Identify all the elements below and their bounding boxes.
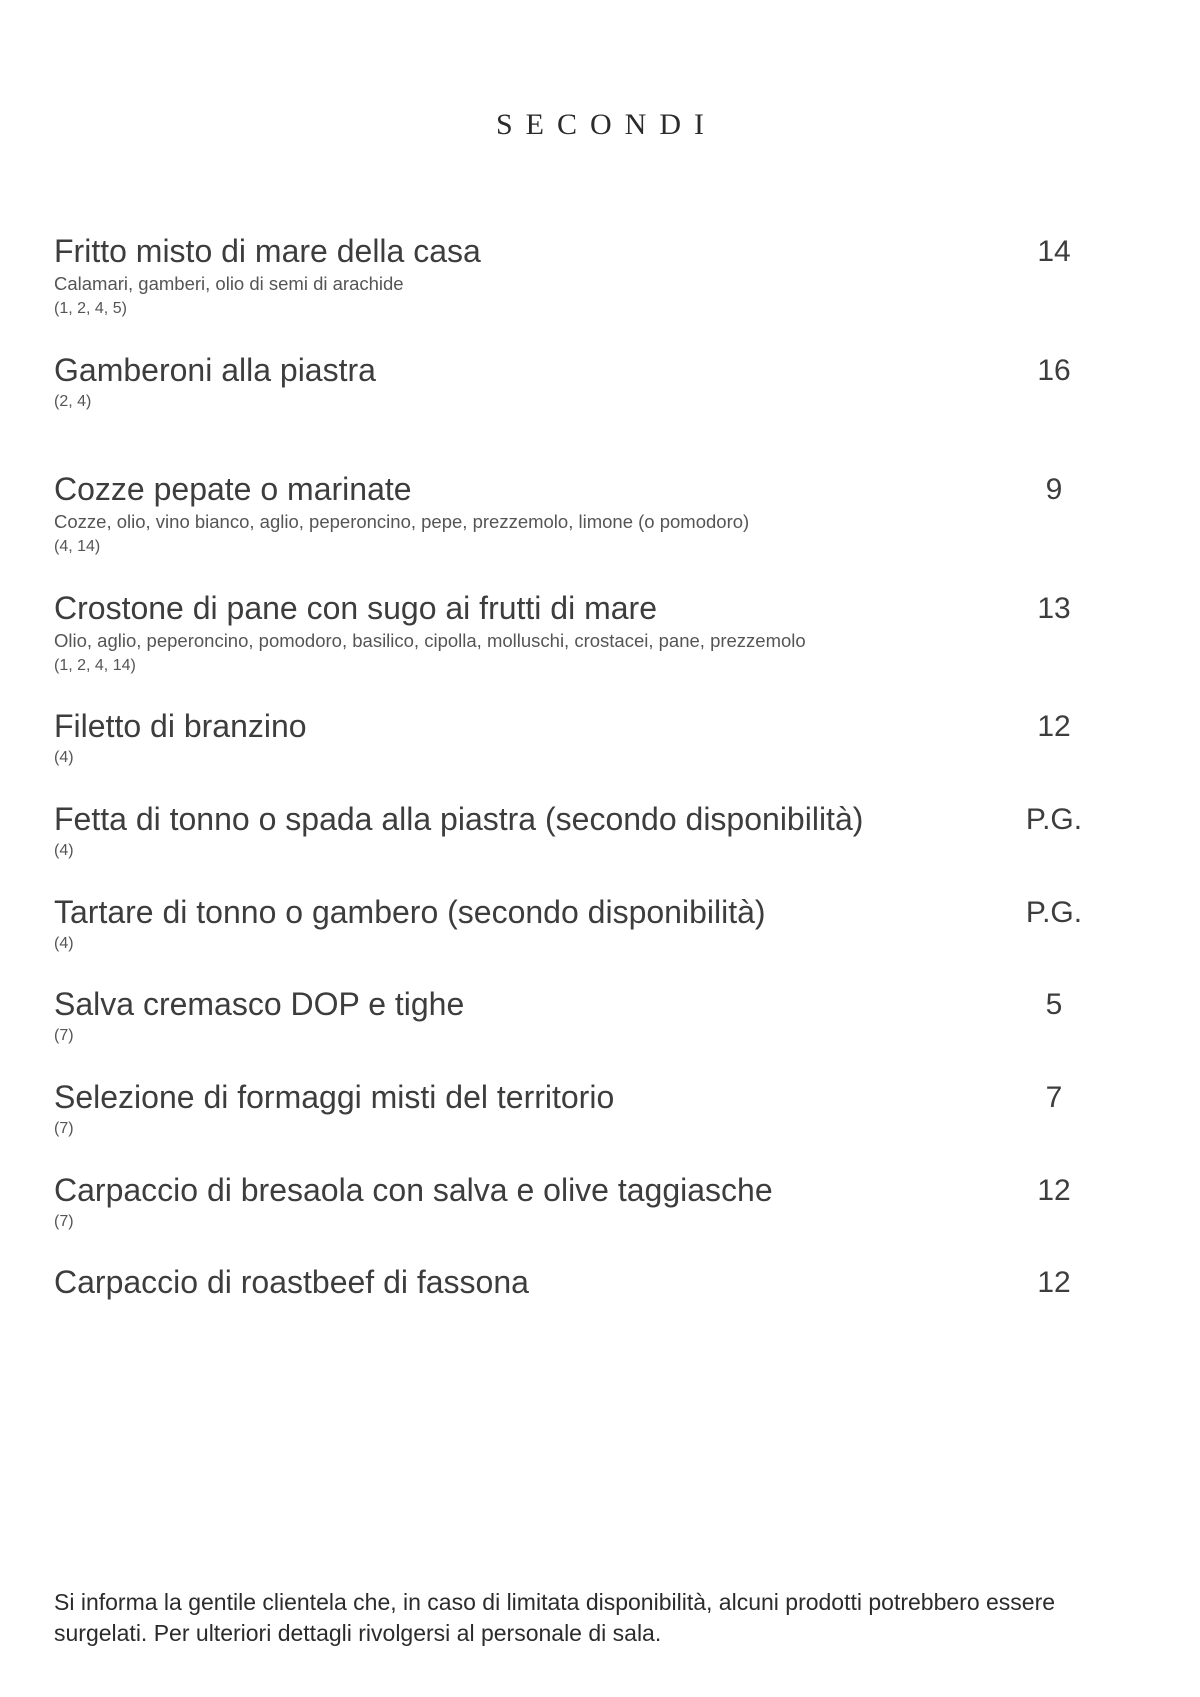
menu-item bbox=[54, 894, 1083, 952]
menu-item bbox=[54, 708, 1071, 766]
menu-item-allergens: (4) bbox=[54, 749, 74, 766]
menu-item bbox=[54, 352, 1071, 410]
menu-item-price: 12 bbox=[1037, 710, 1071, 743]
menu-item-name: Filetto di branzino bbox=[54, 708, 307, 744]
menu-item-name: Gamberoni alla piastra bbox=[54, 352, 376, 388]
menu-item-price: 16 bbox=[1037, 354, 1071, 387]
menu-item bbox=[54, 801, 1083, 859]
menu-item-allergens: (2, 4) bbox=[54, 393, 92, 410]
menu-item-allergens: (4) bbox=[54, 935, 74, 952]
menu-item bbox=[54, 590, 1071, 674]
menu-item bbox=[54, 1264, 1071, 1300]
menu-item-price: 12 bbox=[1037, 1266, 1071, 1299]
menu-item-price: 9 bbox=[1045, 473, 1063, 506]
menu-item bbox=[54, 986, 1063, 1044]
menu-item-allergens: (1, 2, 4, 14) bbox=[54, 656, 136, 674]
menu-item-name: Salva cremasco DOP e tighe bbox=[54, 986, 465, 1022]
menu-item-name: Fetta di tonno o spada alla piastra (secondo disponibilità) bbox=[54, 801, 864, 837]
menu-item-name: Selezione di formaggi misti del territorio bbox=[54, 1079, 615, 1115]
menu-item-name: Carpaccio di bresaola con salva e olive taggiasche bbox=[54, 1172, 773, 1208]
menu-item-description: Olio, aglio, peperoncino, pomodoro, basilico, cipolla, molluschi, crostacei, pane, prezzemolo bbox=[54, 630, 806, 651]
menu-item-description: Calamari, gamberi, olio di semi di arachide bbox=[54, 273, 404, 294]
menu-item bbox=[54, 471, 1063, 555]
menu-item-name: Tartare di tonno o gambero (secondo disponibilità) bbox=[54, 894, 766, 930]
menu-item-price: 5 bbox=[1045, 988, 1063, 1021]
menu-item-allergens: (4, 14) bbox=[54, 537, 101, 555]
menu-item-allergens: (7) bbox=[54, 1027, 74, 1044]
menu-item-allergens: (7) bbox=[54, 1213, 74, 1230]
menu-item-price: 14 bbox=[1037, 235, 1071, 268]
menu-item-price: 7 bbox=[1045, 1081, 1063, 1114]
menu-item-price: P.G. bbox=[1025, 896, 1083, 929]
menu-item-name: Fritto misto di mare della casa bbox=[54, 233, 481, 269]
menu-item-allergens: (4) bbox=[54, 842, 74, 859]
menu-item-price: P.G. bbox=[1025, 803, 1083, 836]
page-title: SECONDI bbox=[495, 108, 717, 141]
menu-item bbox=[54, 1079, 1063, 1137]
menu-item bbox=[54, 1172, 1071, 1230]
frozen-products-notice: Si informa la gentile clientela che, in caso di limitata disponibilità, alcuni prodotti potrebbero essere surgelati. Per ulteriori dettagli rivolgersi al personale di sala. bbox=[54, 1589, 1056, 1646]
menu-item-price: 12 bbox=[1037, 1174, 1071, 1207]
menu-item-allergens: (1, 2, 4, 5) bbox=[54, 299, 127, 317]
menu-item-allergens: (7) bbox=[54, 1120, 74, 1137]
menu-item-price: 13 bbox=[1037, 592, 1071, 625]
menu-item bbox=[54, 233, 1071, 317]
menu-item-description: Cozze, olio, vino bianco, aglio, peperoncino, pepe, prezzemolo, limone (o pomodoro) bbox=[54, 511, 750, 532]
menu-item-name: Cozze pepate o marinate bbox=[54, 471, 412, 507]
menu-item-name: Carpaccio di roastbeef di fassona bbox=[54, 1264, 529, 1300]
menu-item-name: Crostone di pane con sugo ai frutti di mare bbox=[54, 590, 657, 626]
